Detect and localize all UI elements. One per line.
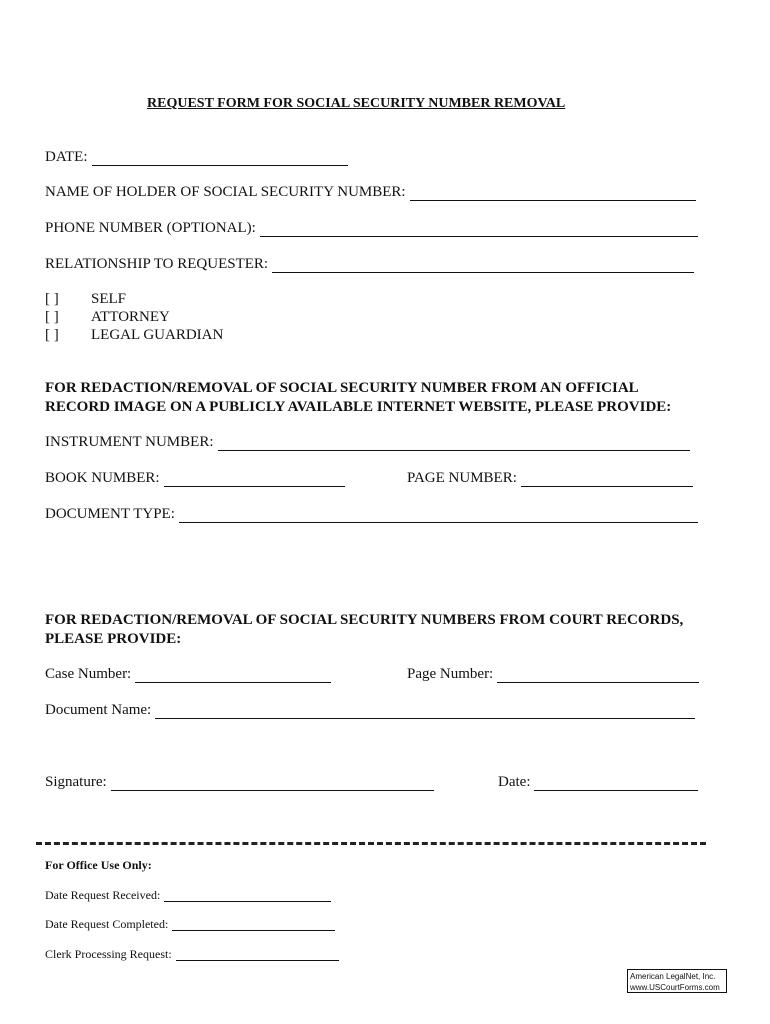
clerk-line[interactable]	[176, 949, 339, 961]
doctype-line[interactable]	[179, 508, 698, 523]
publisher-footer-box	[627, 969, 727, 993]
page-number-line[interactable]	[521, 472, 693, 487]
signature-date-label: Date:	[498, 774, 531, 790]
publisher-name: American LegalNet, Inc.	[630, 972, 716, 981]
case-label: Case Number:	[45, 666, 132, 682]
docname-label: Document Name:	[45, 702, 152, 718]
book-label: BOOK NUMBER:	[45, 470, 160, 486]
doctype-field-row	[45, 505, 698, 523]
docname-field-row	[45, 701, 695, 719]
phone-label: PHONE NUMBER (OPTIONAL):	[45, 220, 256, 236]
received-field-row	[45, 888, 331, 902]
court-page-line[interactable]	[497, 668, 699, 683]
docname-line[interactable]	[155, 704, 695, 719]
signature-date-line[interactable]	[534, 776, 698, 791]
court-section-heading-line1: FOR REDACTION/REMOVAL OF SOCIAL SECURITY NUMBERS FROM COURT RECORDS,	[45, 612, 684, 628]
publisher-url: www.USCourtForms.com	[630, 983, 720, 992]
book-line[interactable]	[164, 472, 345, 487]
clerk-field-row	[45, 947, 339, 961]
date-label: DATE:	[45, 149, 88, 165]
phone-line[interactable]	[260, 222, 698, 237]
date-line[interactable]	[92, 151, 348, 166]
checkbox-legal-guardian[interactable]: [ ]	[45, 327, 59, 343]
received-label: Date Request Received:	[45, 888, 161, 902]
option-self-label: SELF	[91, 291, 127, 307]
page-title: REQUEST FORM FOR SOCIAL SECURITY NUMBER REMOVAL	[147, 96, 566, 111]
option-legal-guardian-label: LEGAL GUARDIAN	[91, 327, 224, 343]
checkbox-self[interactable]: [ ]	[45, 291, 59, 307]
clerk-label: Clerk Processing Request:	[45, 947, 172, 961]
page-number-field-row	[407, 469, 693, 487]
office-use-heading: For Office Use Only:	[45, 858, 152, 872]
relationship-line[interactable]	[272, 258, 694, 273]
case-line[interactable]	[135, 668, 331, 683]
option-attorney-label: ATTORNEY	[91, 309, 170, 325]
cut-line-divider	[36, 842, 706, 845]
doctype-label: DOCUMENT TYPE:	[45, 506, 175, 522]
court-section-heading-line2: PLEASE PROVIDE:	[45, 631, 182, 647]
holder-field-row	[45, 183, 696, 201]
signature-label: Signature:	[45, 774, 107, 790]
signature-field-row	[45, 773, 434, 791]
relationship-label: RELATIONSHIP TO REQUESTER:	[45, 256, 269, 272]
internet-section-heading-line1: FOR REDACTION/REMOVAL OF SOCIAL SECURITY NUMBER FROM AN OFFICIAL	[45, 380, 639, 396]
relationship-field-row	[45, 255, 694, 273]
court-page-field-row	[407, 665, 699, 683]
holder-line[interactable]	[410, 186, 696, 201]
holder-label: NAME OF HOLDER OF SOCIAL SECURITY NUMBER:	[45, 184, 406, 200]
phone-field-row	[45, 219, 698, 237]
checkbox-attorney[interactable]: [ ]	[45, 309, 59, 325]
page-number-label: PAGE NUMBER:	[407, 470, 517, 486]
signature-line[interactable]	[111, 776, 434, 791]
case-field-row	[45, 665, 331, 683]
book-field-row	[45, 469, 345, 487]
completed-label: Date Request Completed:	[45, 917, 169, 931]
date-field-row	[45, 148, 348, 166]
received-line[interactable]	[164, 890, 331, 902]
instrument-field-row	[45, 433, 690, 451]
instrument-label: INSTRUMENT NUMBER:	[45, 434, 214, 450]
internet-section-heading-line2: RECORD IMAGE ON A PUBLICLY AVAILABLE INTERNET WEBSITE, PLEASE PROVIDE:	[45, 399, 672, 415]
completed-field-row	[45, 917, 335, 931]
court-page-label: Page Number:	[407, 666, 494, 682]
instrument-line[interactable]	[218, 436, 690, 451]
completed-line[interactable]	[172, 919, 335, 931]
signature-date-field-row	[498, 773, 698, 791]
